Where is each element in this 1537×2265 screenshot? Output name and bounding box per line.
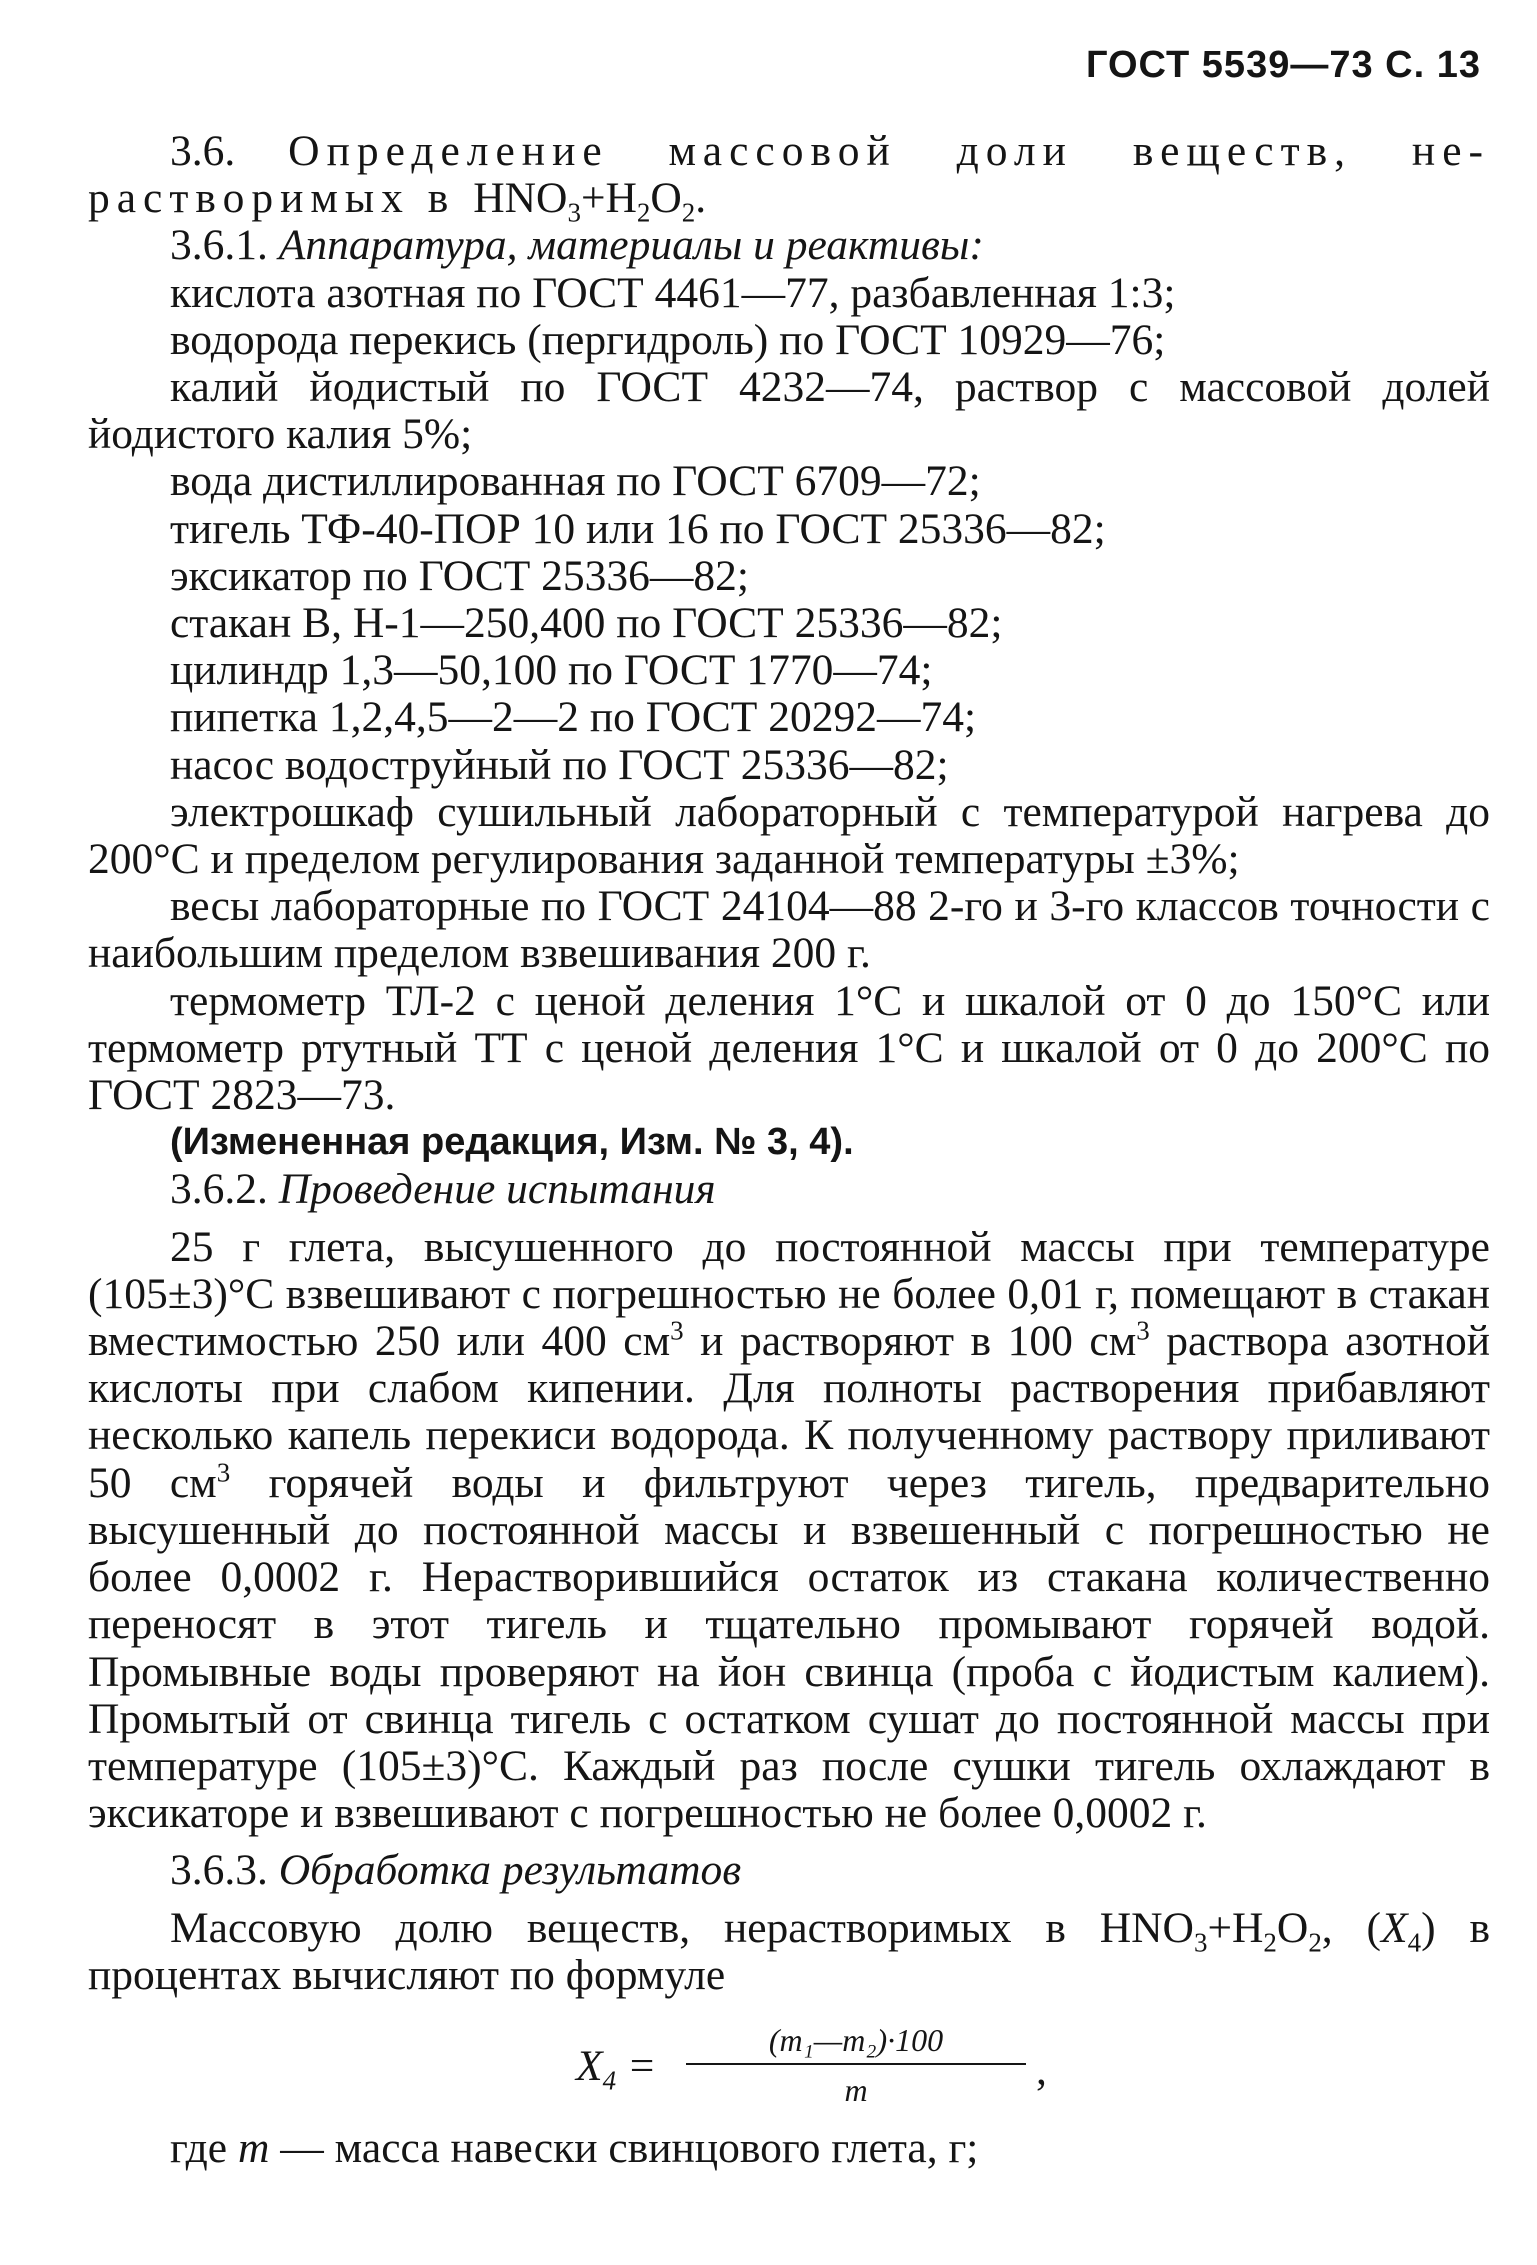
formula-sub: 3	[567, 197, 581, 228]
section-title-line1: Определение массовой доли веществ, не-	[288, 127, 1491, 175]
formula-denominator: m	[844, 2071, 868, 2108]
list-item: кислота азотная по ГОСТ 4461—77, разбавленная 1:3;	[170, 268, 1176, 317]
list-item: электрошкаф сушильный лабораторный с температурой нагрева до 200°С и пределом регулирования заданной температуры ±3%;	[88, 787, 1490, 884]
text-run: , (	[1321, 1903, 1382, 1952]
superscript: 3	[216, 1457, 231, 1488]
formula-part: .	[695, 174, 707, 223]
amendment-note: (Измененная редакция, Изм. № 3, 4).	[170, 1121, 854, 1164]
formula-numerator: (m₁—m₂)·100	[768, 2021, 944, 2058]
subscript: 2	[1308, 1927, 1322, 1958]
list-item: пипетка 1,2,4,5—2—2 по ГОСТ 20292—74;	[170, 693, 977, 742]
list-item: термометр ТЛ-2 с ценой деления 1°С и шкалой от 0 до 150°С или термометр ртутный ТТ с ценой деления 1°С и шкалой от 0 до 200°С по ГОСТ 2823—73.	[88, 976, 1490, 1120]
subsection-title: Проведение испытания	[278, 1165, 716, 1214]
list-item: калий йодистый по ГОСТ 4232—74, раствор с массовой долей йодистого калия 5%;	[88, 363, 1490, 459]
formula-part: +H	[580, 174, 637, 223]
text-run: 25 г глета, высушенного до постоянной массы при температуре (105±3)°С взвешивают с погрешностью не более 0,01 г, помещают в стакан вместимостью 250 или 400 см	[88, 1222, 1490, 1366]
subsection-heading-363	[88, 1847, 1490, 1894]
page-header: ГОСТ 5539—73 С. 13	[1085, 44, 1481, 86]
text-run: горячей воды и фильтруют через тигель, предварительно высушенный до постоянной массы и взвешенный с погрешностью не более 0,0002 г. Нерастворившийся остаток из стакана количественно переносят в этот тигель и тщательно промывают горячей водой. Промывные воды проверяют на йон свинца (проба с йодистым калием). Промытый от свинца тигель с остатком сушат до постоянной массы при температуре (105±3)°С. Каждый раз после сушки тигель охлаждают в эксикаторе и взвешивают с погрешностью не более 0,0002 г.	[88, 1458, 1490, 1838]
subsection-title: Аппаратура, материалы и реактивы:	[278, 221, 984, 270]
calculation-intro	[88, 1905, 1490, 1999]
formula-fraction	[686, 2021, 1026, 2109]
text-run: — масса навески свинцового глета, г;	[269, 2123, 979, 2172]
list-item: весы лабораторные по ГОСТ 24104—88 2-го и 3-го классов точности с наибольшим пределом взвешивания 200 г.	[88, 882, 1490, 978]
subsection-number: 3.6.3.	[170, 1846, 279, 1895]
subsection-number: 3.6.2.	[170, 1165, 279, 1214]
formula-comma: ,	[1036, 2045, 1047, 2094]
list-item: тигель ТФ-40-ПОР 10 или 16 по ГОСТ 25336—82;	[170, 504, 1106, 553]
subsection-title: Обработка результатов	[278, 1846, 742, 1895]
where-clause	[88, 2125, 1490, 2172]
list-item: водорода перекись (пергидроль) по ГОСТ 10929—76;	[170, 315, 1166, 364]
section-title	[88, 127, 1491, 228]
subscript: 4	[1407, 1927, 1422, 1958]
formula-sub: 2	[636, 197, 651, 228]
variable: X	[1381, 1903, 1408, 1952]
list-item: вода дистиллированная по ГОСТ 6709—72;	[170, 457, 981, 506]
text-run: O	[1276, 1903, 1309, 1952]
superscript: 3	[1136, 1315, 1150, 1346]
formula-sub: 2	[681, 197, 696, 228]
formula-lhs	[576, 2041, 657, 2096]
formula-block	[88, 2017, 1490, 2125]
text-run: раствора азотной кислоты при слабом кипении. Для полноты растворения прибавляют несколько капель перекиси водорода. К полученному раствору приливают 50 см	[88, 1317, 1491, 1507]
text-run: +H	[1207, 1903, 1264, 1952]
subsection-heading-361	[88, 222, 1490, 269]
subsection-heading-362	[88, 1166, 1490, 1213]
text-run: ) в процентах вычисляют по формуле	[88, 1903, 1490, 1999]
formula-part: O	[650, 174, 682, 223]
list-item: насос водоструйный по ГОСТ 25336—82;	[170, 740, 949, 789]
formula-part: HNO	[473, 174, 568, 223]
subscript: 3	[1193, 1927, 1208, 1958]
text-run: Массовую долю веществ, нерастворимых в HNO	[170, 1903, 1194, 1952]
text-run: где	[170, 2123, 238, 2172]
fraction-bar	[686, 2063, 1026, 2065]
section-title-line2: растворимых в	[88, 174, 474, 223]
document-body	[88, 128, 1490, 2172]
section-number: 3.6.	[170, 127, 289, 175]
formula-equals: =	[616, 2041, 657, 2090]
formula-subscript: 4	[602, 2065, 617, 2096]
subsection-number: 3.6.1.	[170, 221, 279, 270]
formula-variable: X	[576, 2041, 603, 2090]
subscript: 2	[1263, 1927, 1277, 1958]
text-run: и растворяют в 100 см	[683, 1317, 1137, 1366]
procedure-paragraph	[88, 1224, 1490, 1838]
list-item: стакан В, Н-1—250,400 по ГОСТ 25336—82;	[170, 599, 1003, 648]
list-item: цилиндр 1,3—50,100 по ГОСТ 1770—74;	[170, 646, 933, 695]
superscript: 3	[670, 1315, 684, 1346]
list-item: эксикатор по ГОСТ 25336—82;	[170, 551, 749, 600]
variable: m	[238, 2123, 270, 2172]
